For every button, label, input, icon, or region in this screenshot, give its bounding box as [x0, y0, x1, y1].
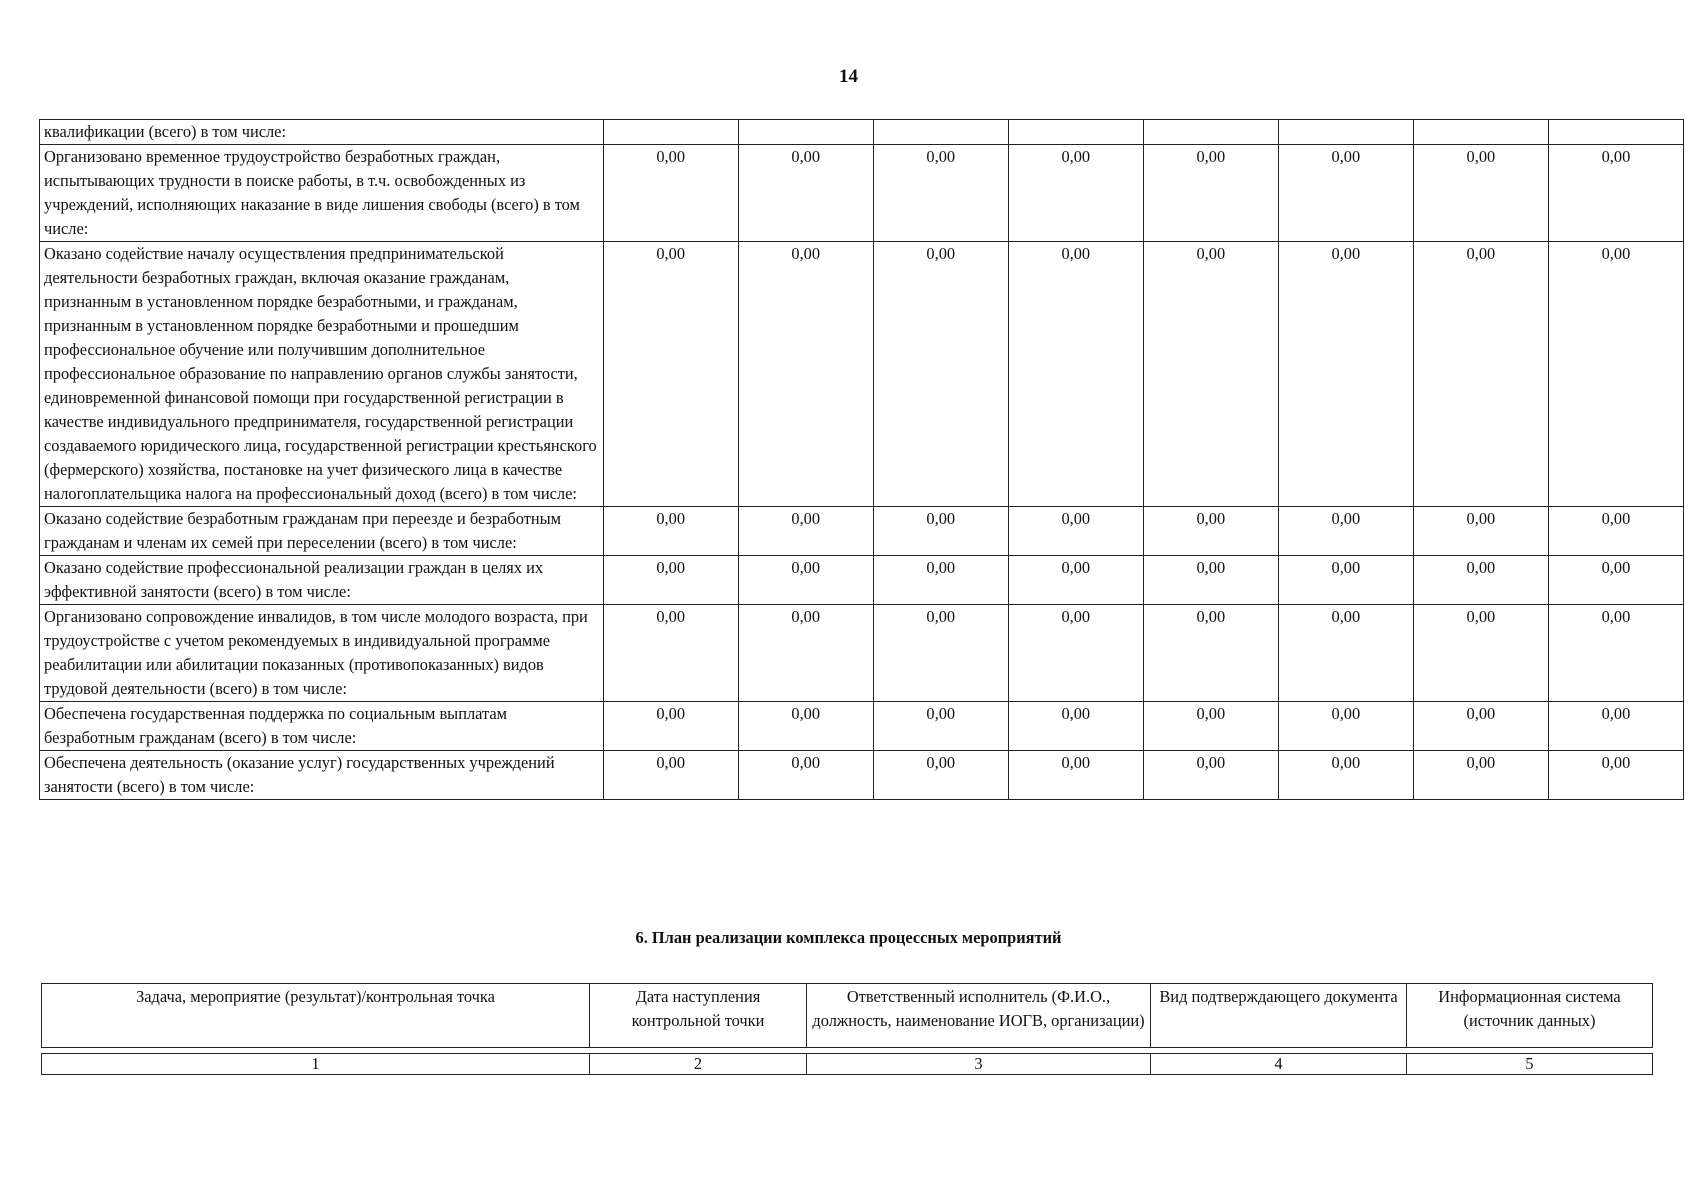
value-cell: 0,00	[1548, 702, 1683, 751]
value-cell: 0,00	[1548, 605, 1683, 702]
table-row	[40, 702, 1684, 751]
value-cell: 0,00	[873, 145, 1008, 242]
value-cell: 0,00	[1548, 507, 1683, 556]
value-cell: 0,00	[1548, 145, 1683, 242]
value-cell	[1008, 120, 1143, 145]
table-row	[40, 120, 1684, 145]
value-cell: 0,00	[1143, 702, 1278, 751]
value-cell: 0,00	[1008, 145, 1143, 242]
table-row	[40, 751, 1684, 800]
value-cell: 0,00	[1278, 145, 1413, 242]
value-cell: 0,00	[603, 702, 738, 751]
value-cell: 0,00	[873, 507, 1008, 556]
value-cell	[738, 120, 873, 145]
value-cell: 0,00	[1548, 751, 1683, 800]
value-cell: 0,00	[1413, 702, 1548, 751]
row-label: Оказано содействие безработным гражданам при переезде и безработным гражданам и членам их семей при переселении (всего) в том числе:	[40, 507, 604, 556]
table-row	[40, 145, 1684, 242]
value-cell: 0,00	[1143, 556, 1278, 605]
value-cell: 0,00	[1413, 605, 1548, 702]
plan-header-cell: Ответственный исполнитель (Ф.И.О., должность, наименование ИОГВ, организации)	[807, 984, 1151, 1048]
value-cell	[1413, 120, 1548, 145]
value-cell: 0,00	[1548, 556, 1683, 605]
value-cell: 0,00	[1413, 556, 1548, 605]
plan-header-cell: Вид подтверждающего документа	[1151, 984, 1407, 1048]
plan-header-cell: Дата наступления контрольной точки	[590, 984, 807, 1048]
value-cell: 0,00	[1143, 751, 1278, 800]
value-cell: 0,00	[1008, 702, 1143, 751]
value-cell: 0,00	[1278, 702, 1413, 751]
value-cell: 0,00	[1008, 605, 1143, 702]
plan-number-cell: 2	[590, 1054, 807, 1075]
value-cell: 0,00	[873, 702, 1008, 751]
row-label: Оказано содействие началу осуществления предпринимательской деятельности безработных граждан, включая оказание гражданам, признанным в установленном порядке безработными, и гражданам, признанным в установленном порядке безработными и прошедшим профессиональное обучение или получившим дополнительное профессиональное образование по направлению органов службы занятости, единовременной финансовой помощи при государственной регистрации в качестве индивидуального предпринимателя, государственной регистрации создаваемого юридического лица, государственной регистрации крестьянского (фермерского) хозяйства, постановке на учет физического лица в качестве налогоплательщика налога на профессиональный доход (всего) в том числе:	[40, 242, 604, 507]
indicators-table	[39, 119, 1684, 800]
value-cell: 0,00	[1413, 507, 1548, 556]
row-label: Организовано сопровождение инвалидов, в том числе молодого возраста, при трудоустройстве с учетом рекомендуемых в индивидуальной программе реабилитации или абилитации показанных (противопоказанных) видов трудовой деятельности (всего) в том числе:	[40, 605, 604, 702]
value-cell: 0,00	[738, 751, 873, 800]
table-row	[40, 605, 1684, 702]
row-label: Организовано временное трудоустройство безработных граждан, испытывающих трудности в поиске работы, в т.ч. освобожденных из учреждений, исполняющих наказание в виде лишения свободы (всего) в том числе:	[40, 145, 604, 242]
value-cell: 0,00	[603, 751, 738, 800]
value-cell	[873, 120, 1008, 145]
value-cell: 0,00	[1143, 605, 1278, 702]
section-title: 6. План реализации комплекса процессных мероприятий	[635, 928, 1062, 947]
plan-number-cell: 3	[807, 1054, 1151, 1075]
value-cell: 0,00	[738, 242, 873, 507]
value-cell: 0,00	[1278, 507, 1413, 556]
value-cell: 0,00	[1008, 507, 1143, 556]
plan-header-cell: Задача, мероприятие (результат)/контрольная точка	[42, 984, 590, 1048]
value-cell: 0,00	[873, 751, 1008, 800]
value-cell: 0,00	[603, 507, 738, 556]
table-row	[40, 242, 1684, 507]
plan-header-cell: Информационная система (источник данных)	[1407, 984, 1653, 1048]
plan-table	[41, 983, 1653, 1075]
page-number: 14	[839, 66, 858, 87]
row-label: квалификации (всего) в том числе:	[40, 120, 604, 145]
table-row	[40, 556, 1684, 605]
value-cell: 0,00	[738, 605, 873, 702]
value-cell: 0,00	[1143, 145, 1278, 242]
row-label: Обеспечена деятельность (оказание услуг) государственных учреждений занятости (всего) в том числе:	[40, 751, 604, 800]
value-cell: 0,00	[1278, 605, 1413, 702]
plan-header-row	[42, 984, 1653, 1048]
value-cell: 0,00	[1143, 507, 1278, 556]
value-cell: 0,00	[1278, 242, 1413, 507]
plan-number-row	[42, 1054, 1653, 1075]
value-cell	[603, 120, 738, 145]
value-cell: 0,00	[873, 605, 1008, 702]
value-cell: 0,00	[603, 556, 738, 605]
row-label: Обеспечена государственная поддержка по социальным выплатам безработным гражданам (всего) в том числе:	[40, 702, 604, 751]
value-cell: 0,00	[738, 556, 873, 605]
value-cell: 0,00	[1278, 556, 1413, 605]
value-cell: 0,00	[603, 605, 738, 702]
value-cell: 0,00	[1143, 242, 1278, 507]
value-cell: 0,00	[738, 145, 873, 242]
plan-number-cell: 1	[42, 1054, 590, 1075]
value-cell	[1278, 120, 1413, 145]
value-cell: 0,00	[1008, 556, 1143, 605]
value-cell: 0,00	[873, 242, 1008, 507]
value-cell: 0,00	[1008, 242, 1143, 507]
value-cell: 0,00	[603, 145, 738, 242]
value-cell: 0,00	[873, 556, 1008, 605]
value-cell: 0,00	[1278, 751, 1413, 800]
plan-number-cell: 5	[1407, 1054, 1653, 1075]
value-cell: 0,00	[1008, 751, 1143, 800]
value-cell: 0,00	[1413, 242, 1548, 507]
value-cell: 0,00	[738, 507, 873, 556]
value-cell: 0,00	[1548, 242, 1683, 507]
value-cell	[1548, 120, 1683, 145]
row-label: Оказано содействие профессиональной реализации граждан в целях их эффективной занятости (всего) в том числе:	[40, 556, 604, 605]
value-cell	[1143, 120, 1278, 145]
value-cell: 0,00	[603, 242, 738, 507]
value-cell: 0,00	[738, 702, 873, 751]
value-cell: 0,00	[1413, 145, 1548, 242]
table-row	[40, 507, 1684, 556]
value-cell: 0,00	[1413, 751, 1548, 800]
plan-number-cell: 4	[1151, 1054, 1407, 1075]
